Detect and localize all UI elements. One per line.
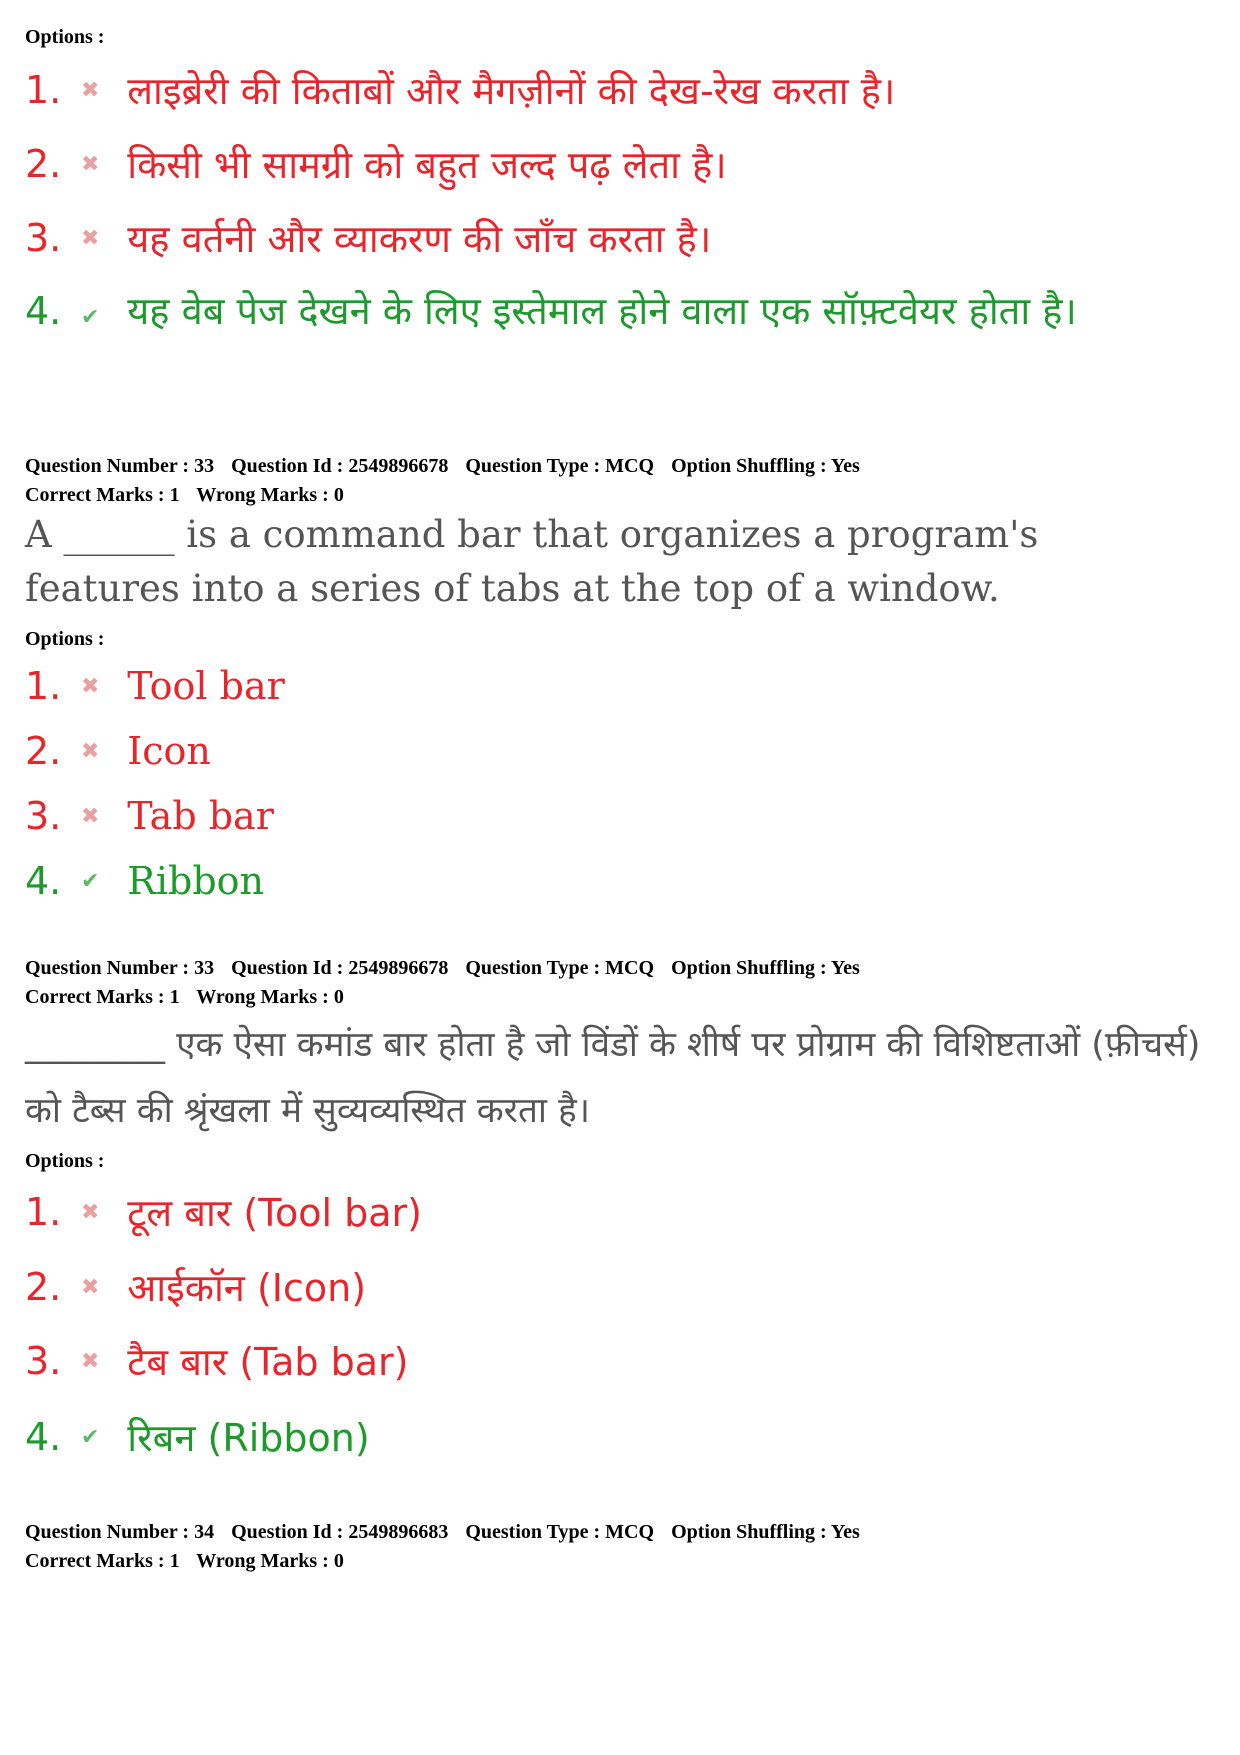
option-number: 1. (25, 664, 62, 708)
option-number: 4. (25, 859, 62, 903)
cross-icon: ✖ (81, 673, 100, 699)
check-icon: ✔ (81, 1424, 100, 1450)
question-type: Question Type : MCQ (465, 957, 655, 979)
option-number: 2. (25, 1265, 62, 1309)
question-number: Question Number : 33 (25, 957, 215, 979)
option-text: यह वेब पेज देखने के लिए इस्तेमाल होने वाला एक सॉफ़्टवेयर होता है। (127, 289, 1077, 333)
question-meta (25, 1518, 872, 1576)
option-text: रिबन (Ribbon) (127, 1416, 370, 1460)
correct-marks: Correct Marks : 1 (25, 986, 180, 1008)
option-4 (25, 859, 264, 903)
option-text: टूल बार (Tool bar) (127, 1191, 422, 1235)
option-text: लाइब्रेरी की किताबों और मैगज़ीनों की देख-रेख करता है। (127, 69, 896, 113)
option-number: 2. (25, 142, 62, 186)
option-number: 3. (25, 794, 62, 838)
option-text: Tab bar (127, 794, 274, 838)
option-shuffling: Option Shuffling : Yes (671, 455, 860, 477)
option-text: किसी भी सामग्री को बहुत जल्द पढ़ लेता है। (127, 143, 727, 187)
question-id: Question Id : 2549896678 (231, 957, 449, 979)
question-number: Question Number : 34 (25, 1521, 215, 1543)
cross-icon: ✖ (81, 738, 100, 764)
option-1 (25, 1186, 422, 1238)
option-number: 1. (25, 68, 62, 112)
question-id: Question Id : 2549896678 (231, 455, 449, 477)
correct-marks: Correct Marks : 1 (25, 484, 180, 506)
check-icon: ✔ (81, 868, 100, 894)
question-type: Question Type : MCQ (465, 1521, 655, 1543)
option-3 (25, 1335, 408, 1387)
option-shuffling: Option Shuffling : Yes (671, 1521, 860, 1543)
question-type: Question Type : MCQ (465, 455, 655, 477)
option-4 (25, 1411, 370, 1463)
cross-icon: ✖ (81, 225, 100, 251)
option-2 (25, 1261, 366, 1313)
cross-icon: ✖ (81, 1274, 100, 1300)
option-2 (25, 138, 727, 190)
option-text: यह वर्तनी और व्याकरण की जाँच करता है। (127, 217, 712, 261)
option-1 (25, 64, 895, 116)
cross-icon: ✖ (81, 77, 100, 103)
option-number: 2. (25, 729, 62, 773)
question-meta (25, 954, 872, 1012)
option-number: 1. (25, 1190, 62, 1234)
option-text: आईकॉन (Icon) (127, 1266, 367, 1310)
options-label: Options : (25, 26, 105, 48)
question-id: Question Id : 2549896683 (231, 1521, 449, 1543)
option-text: टैब बार (Tab bar) (127, 1340, 409, 1384)
cross-icon: ✖ (81, 803, 100, 829)
option-4 (25, 278, 1175, 351)
option-number: 4. (25, 1415, 62, 1459)
option-text: Ribbon (127, 859, 265, 903)
question-meta (25, 452, 872, 510)
option-number: 3. (25, 1339, 62, 1383)
option-1 (25, 664, 285, 708)
option-number: 3. (25, 216, 62, 260)
options-label: Options : (25, 628, 105, 650)
wrong-marks: Wrong Marks : 0 (196, 986, 344, 1008)
options-label: Options : (25, 1150, 105, 1172)
wrong-marks: Wrong Marks : 0 (196, 1550, 344, 1572)
question-text: A ______ is a command bar that organizes a program's features into a series of tabs at the top of a window. (25, 513, 1039, 610)
question-text: ________ एक ऐसा कमांड बार होता है जो विंडों के शीर्ष पर प्रोग्राम की विशिष्टताओं (फ़ीचर्स) को टैब्स की श्रृंखला में सुव्यव्यस्थित करता है। (25, 1025, 1201, 1131)
correct-marks: Correct Marks : 1 (25, 1550, 180, 1572)
option-2 (25, 729, 211, 773)
option-shuffling: Option Shuffling : Yes (671, 957, 860, 979)
option-text: Tool bar (127, 664, 285, 708)
wrong-marks: Wrong Marks : 0 (196, 484, 344, 506)
cross-icon: ✖ (81, 151, 100, 177)
option-3 (25, 794, 274, 838)
cross-icon: ✖ (81, 1199, 100, 1225)
cross-icon: ✖ (81, 1348, 100, 1374)
option-text: Icon (127, 729, 211, 773)
question-number: Question Number : 33 (25, 455, 215, 477)
check-icon: ✔ (81, 305, 100, 330)
option-3 (25, 212, 711, 264)
option-number: 4. (25, 289, 62, 333)
